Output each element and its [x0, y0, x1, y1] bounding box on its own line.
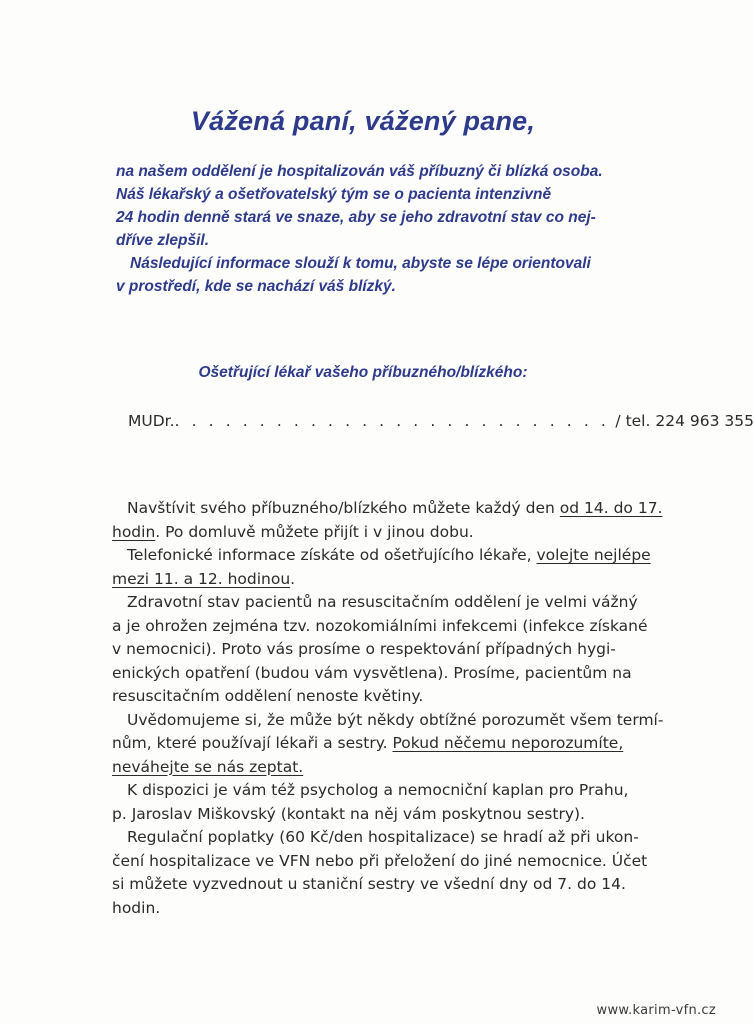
terms-line: Uvědomujeme si, že může být někdy obtížné porozumět všem termí- [127, 710, 664, 729]
intro-line: v prostředí, kde se nachází váš blízký. [116, 278, 396, 295]
doctor-name-blank: . . . . . . . . . . . . . . . . . . . . . . . . . . [174, 412, 610, 430]
health-line: Zdravotní stav pacientů na resuscitačním oddělení je velmi vážný [127, 593, 638, 611]
visiting-hours-underlined: od 14. do 17. [559, 499, 663, 517]
phone-line [112, 544, 651, 568]
doctor-prefix: MUDr. [128, 412, 175, 430]
visiting-text-end: . Po domluvě můžete přijít i v jinou dobu. [155, 522, 474, 541]
fees-line: čení hospitalizace ve VFN nebo při přeložení do jiné nemocnice. Účet [112, 851, 648, 870]
phone-text-end: . [290, 569, 296, 588]
intro-line: dříve zlepšil. [116, 232, 210, 249]
health-line: v nemocnici). Proto vás prosíme o respektování případných hygi- [112, 640, 616, 658]
phone-hours-underlined: volejte nejlépe [536, 546, 651, 564]
intro-line: 24 hodin denně stará ve snaze, aby se jeho zdravotní stav co nej- [116, 209, 596, 226]
visiting-line [112, 521, 612, 545]
health-line: a je ohrožen zejména tzv. nozokomiálními infekcemi (infekce získané [112, 616, 648, 635]
terms-line [112, 756, 612, 780]
health-line: resuscitačním oddělení nenoste květiny. [112, 687, 424, 705]
terms-line [112, 732, 624, 756]
fees-line: Regulační poplatky (60 Kč/den hospitalizace) se hradí až při ukon- [127, 828, 639, 846]
greeting-heading: Vážená paní, vážený pane, [190, 106, 536, 136]
doctor-line [128, 412, 754, 430]
phone-hours-underlined: mezi 11. a 12. hodinou [112, 569, 291, 588]
phone-text: Telefonické informace získáte od ošetřujícího lékaře, [127, 546, 537, 564]
doctor-phone: / tel. 224 963 355 [615, 412, 754, 430]
health-line: enických opatření (budou vám vysvětlena). Prosíme, pacientům na [112, 663, 632, 682]
intro-line: Náš lékařský a ošetřovatelský tým se o pacienta intenzivně [116, 186, 552, 203]
terms-text: nům, které používají lékaři a sestry. [112, 734, 393, 752]
terms-ask-underlined: neváhejte se nás zeptat. [112, 757, 304, 776]
intro-line: Následující informace slouží k tomu, abyste se lépe orientovali [130, 255, 591, 272]
phone-line [112, 568, 612, 592]
visiting-line [112, 497, 663, 521]
intro-line: na našem oddělení je hospitalizován váš příbuzný či blízká osoba. [116, 163, 603, 180]
doctor-title: Ošetřující lékař vašeho příbuzného/blízkého: [198, 364, 528, 381]
fees-line: si můžete vyzvednout u staniční sestry ve všední dny od 7. do 14. [112, 875, 626, 893]
fees-line: hodin. [112, 898, 161, 917]
intro-paragraph [116, 160, 606, 298]
information-body [112, 497, 664, 920]
visiting-text: Navštívit svého příbuzného/blízkého můžete každý den [127, 499, 560, 517]
terms-ask-underlined: Pokud něčemu neporozumíte, [392, 734, 624, 752]
footer-url: www.karim-vfn.cz [596, 1003, 716, 1018]
psychologist-line: K dispozici je vám též psycholog a nemocniční kaplan pro Prahu, [127, 781, 629, 799]
visiting-hours-underlined: hodin [112, 522, 156, 541]
psychologist-line: p. Jaroslav Miškovský (kontakt na něj vám poskytnou sestry). [112, 804, 585, 823]
